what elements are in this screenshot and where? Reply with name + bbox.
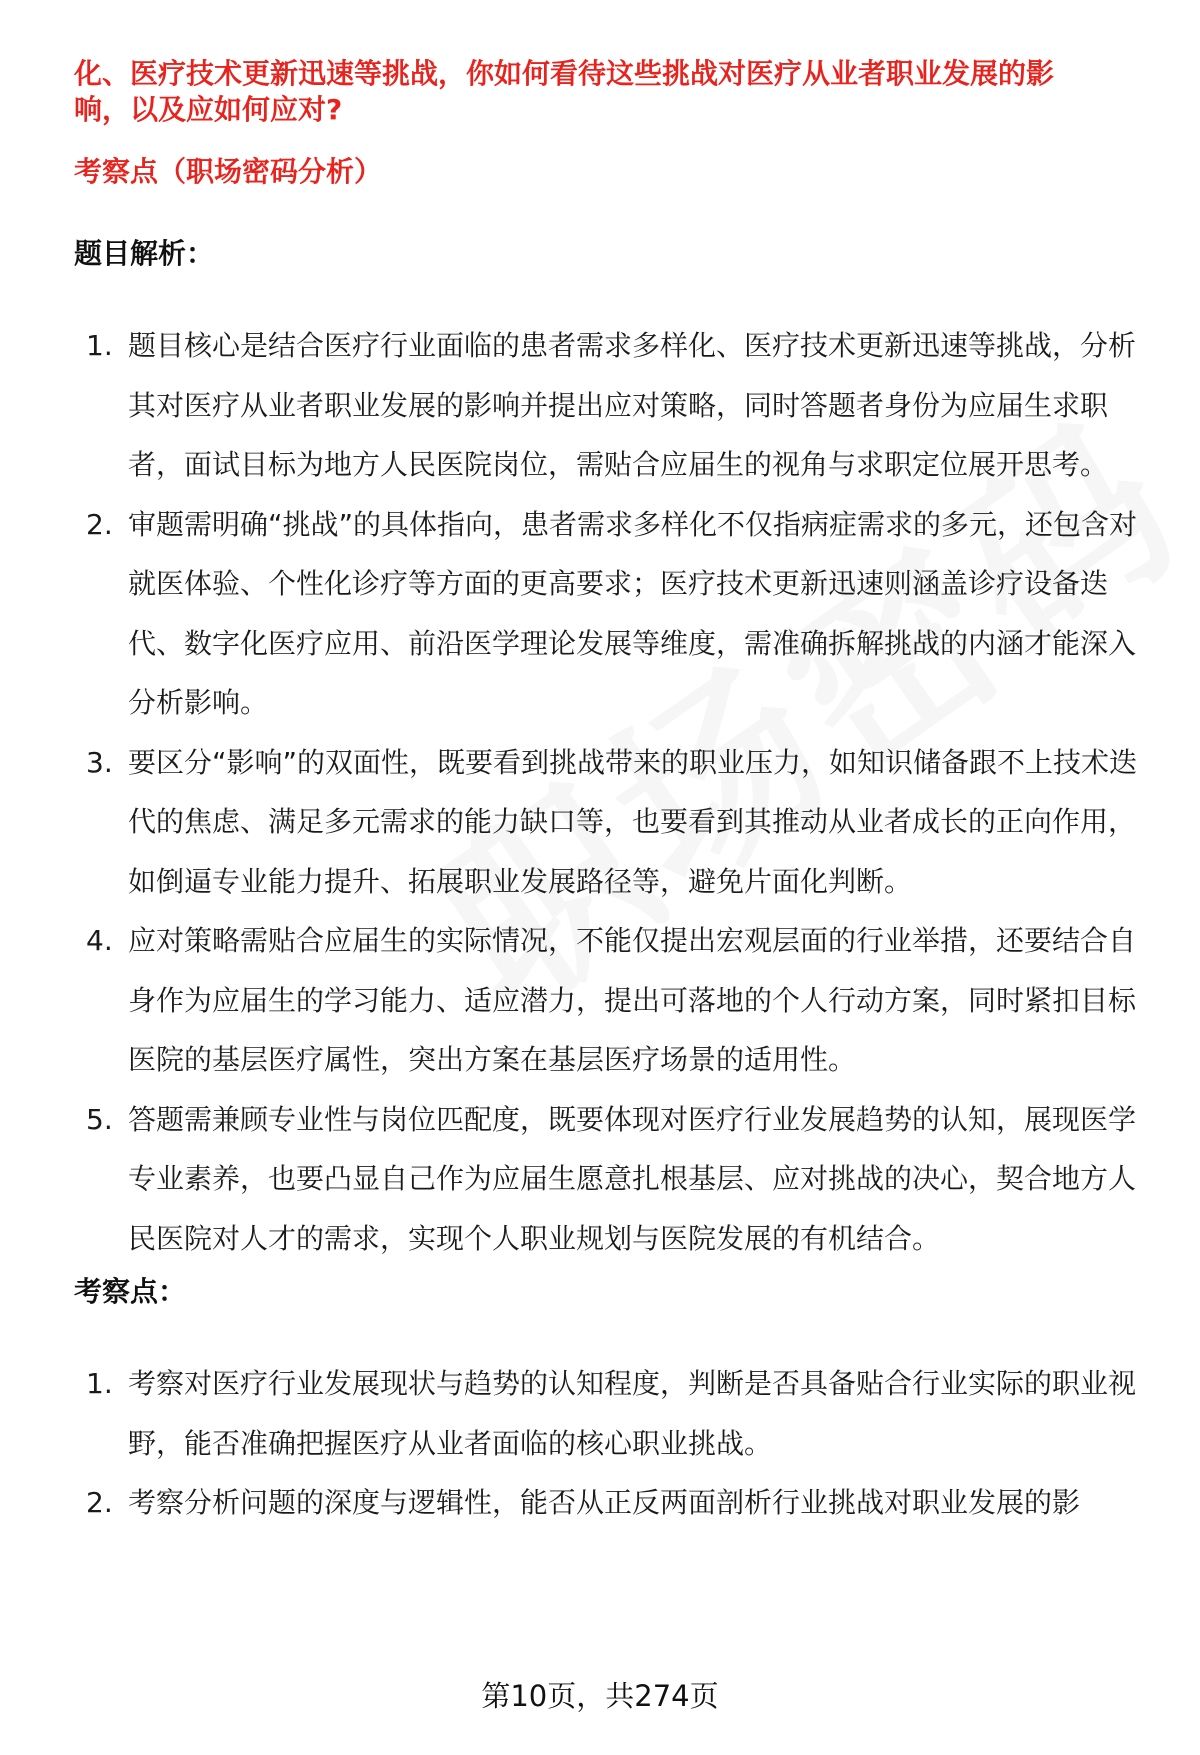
points-list <box>74 1354 1144 1533</box>
page-footer: 第10页，共274页 <box>481 1679 719 1713</box>
list-number: 1. <box>86 1367 113 1400</box>
list-text: 要区分“影响”的双面性，既要看到挑战带来的职业压力，如知识储备跟不上技术迭代的焦虑、满足多元需求的能力缺口等，也要看到其推动从业者成长的正向作用，如倒逼专业能力提升、拓展职业发展路径等，避免片面化判断。 <box>128 745 1138 898</box>
list-text: 答题需兼顾专业性与岗位匹配度，既要体现对医疗行业发展趋势的认知，展现医学专业素养，也要凸显自己作为应届生愿意扎根基层、应对挑战的决心，契合地方人民医院对人才的需求，实现个人职业规划与医院发展的有机结合。 <box>128 1102 1137 1255</box>
list-text: 题目核心是结合医疗行业面临的患者需求多样化、医疗技术更新迅速等挑战，分析其对医疗从业者职业发展的影响并提出应对策略，同时答题者身份为应届生求职者，面试目标为地方人民医院岗位，需贴合应届生的视角与求职定位展开思考。 <box>128 329 1137 481</box>
analysis-list <box>74 316 1144 1268</box>
question-line-2: 响，以及应如何应对? <box>74 93 343 126</box>
points-heading: 考察点： <box>74 1275 187 1308</box>
list-text: 应对策略需贴合应届生的实际情况，不能仅提出宏观层面的行业举措，还要结合自身作为应届生的学习能力、适应潜力，提出可落地的个人行动方案，同时紧扣目标医院的基层医疗属性，突出方案在基层医疗场景的适用性。 <box>128 924 1137 1076</box>
list-number: 5. <box>86 1102 113 1136</box>
list-item <box>74 1354 1144 1473</box>
list-item <box>74 495 1144 733</box>
list-text: 考察分析问题的深度与逻辑性，能否从正反两面剖析行业挑战对职业发展的影 <box>128 1486 1081 1519</box>
focus-heading: 考察点（职场密码分析） <box>74 155 383 188</box>
list-number: 2. <box>86 507 113 541</box>
list-number: 4. <box>86 924 113 957</box>
question-line-1: 化、医疗技术更新迅速等挑战，你如何看待这些挑战对医疗从业者职业发展的影 <box>74 57 1055 90</box>
list-text: 审题需明确“挑战”的具体指向，患者需求多样化不仅指病症需求的多元，还包含对就医体验、个性化诊疗等方面的更高要求；医疗技术更新迅速则涵盖诊疗设备迭代、数字化医疗应用、前沿医学理论发展等维度，需准确拆解挑战的内涵才能深入分析影响。 <box>128 507 1138 719</box>
list-number: 2. <box>86 1486 113 1519</box>
list-text: 考察对医疗行业发展现状与趋势的认知程度，判断是否具备贴合行业实际的职业视野，能否准确把握医疗从业者面临的核心职业挑战。 <box>128 1367 1137 1460</box>
list-item <box>74 316 1144 495</box>
list-item <box>74 1090 1144 1269</box>
list-number: 3. <box>86 745 113 779</box>
list-item <box>74 733 1144 912</box>
list-item <box>74 1473 1144 1533</box>
analysis-heading: 题目解析： <box>74 237 215 270</box>
list-number: 1. <box>86 329 113 362</box>
list-item <box>74 911 1144 1090</box>
